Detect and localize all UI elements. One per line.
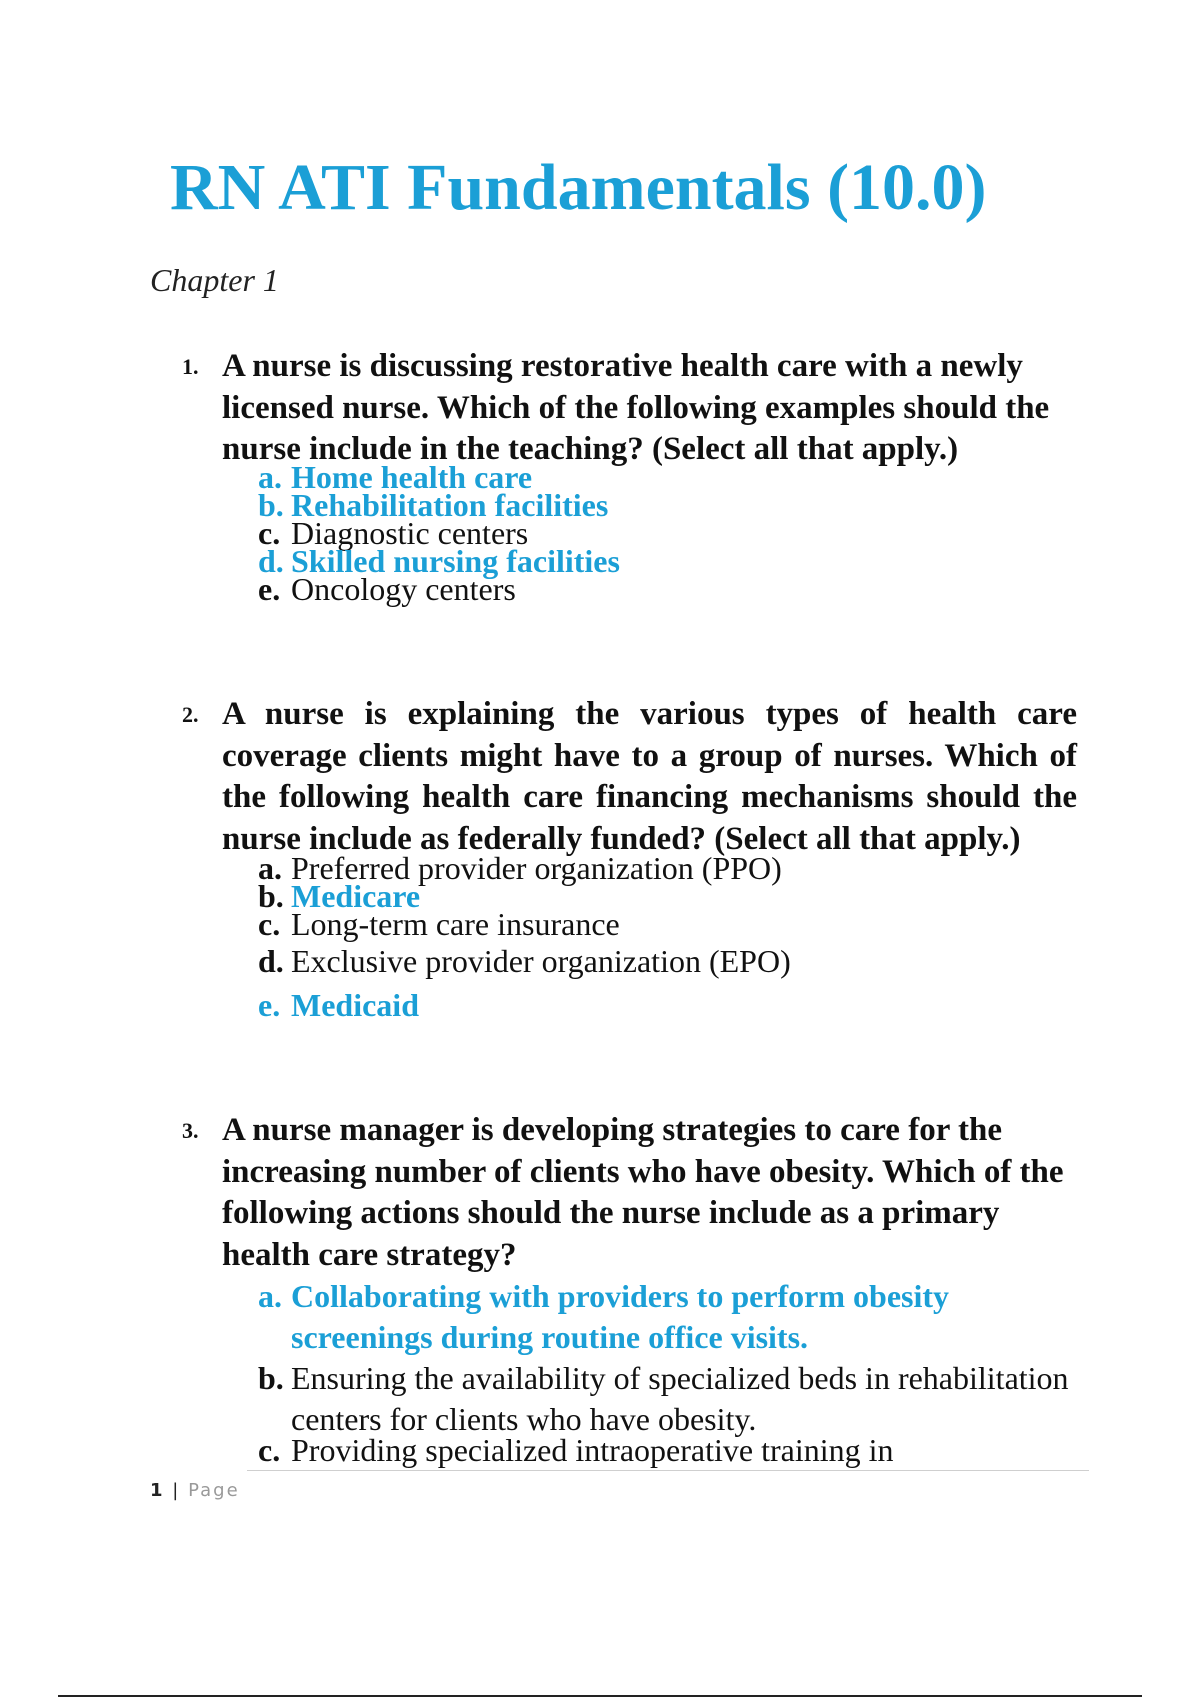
- chapter-heading: Chapter 1: [150, 262, 279, 298]
- question-number: 1.: [182, 354, 199, 379]
- option-text: Providing specialized intraoperative training in: [291, 1432, 894, 1468]
- page-separator: |: [172, 1480, 181, 1501]
- option-text: Preferred provider organization (PPO): [291, 850, 782, 886]
- option-text: Long-term care insurance: [291, 906, 620, 942]
- answer-option-c: [258, 906, 1077, 942]
- option-letter: b.: [258, 1360, 284, 1396]
- option-text: Skilled nursing facilities: [291, 542, 620, 579]
- answer-option-e: [258, 570, 1077, 607]
- option-text: Exclusive provider organization (EPO): [291, 943, 791, 979]
- document-title: RN ATI Fundamentals (10.0): [170, 151, 987, 224]
- option-letter: b.: [258, 486, 284, 523]
- option-letter: e.: [258, 570, 281, 607]
- option-text: Oncology centers: [291, 570, 516, 607]
- page-label: Page: [188, 1480, 240, 1501]
- answer-options: [258, 1276, 1077, 1468]
- question-text: A nurse is explaining the various types of health care coverage clients might have to a group of nurses. Which of the following health care financing mechanisms should the nurse include as federally funded? (Select all that apply.): [222, 696, 1077, 857]
- answer-option-c: [258, 1432, 1077, 1468]
- answer-option-e: [258, 984, 1077, 1026]
- footer-divider: [247, 1470, 1089, 1471]
- answer-options: [258, 458, 1077, 607]
- answer-option-b: [258, 1358, 1077, 1440]
- option-letter: b.: [258, 878, 284, 914]
- question-1: [182, 346, 1077, 607]
- option-text: Medicare: [291, 878, 421, 914]
- question-2: [182, 694, 1077, 1026]
- question-number: 3.: [182, 1118, 199, 1143]
- question-3: [182, 1110, 1077, 1468]
- option-letter: d.: [258, 943, 284, 979]
- option-letter: c.: [258, 906, 281, 942]
- question-number: 2.: [182, 702, 199, 727]
- option-letter: d.: [258, 542, 284, 579]
- option-letter: a.: [258, 458, 282, 495]
- option-text: Diagnostic centers: [291, 514, 529, 551]
- option-letter: e.: [258, 987, 281, 1023]
- option-text: Medicaid: [291, 987, 419, 1023]
- answer-option-a: [258, 1276, 1077, 1358]
- option-letter: a.: [258, 850, 282, 886]
- page-number: 1: [150, 1480, 165, 1501]
- option-letter: a.: [258, 1278, 282, 1314]
- page-bottom-divider: [58, 1695, 1142, 1697]
- option-letter: c.: [258, 1432, 281, 1468]
- question-text: A nurse manager is developing strategies to care for the increasing number of clients who have obesity. Which of the following actions should the nurse include as a primary health care strategy?: [222, 1112, 1064, 1273]
- answer-options: [258, 850, 1077, 1026]
- question-text: A nurse is discussing restorative health care with a newly licensed nurse. Which of the following examples should the nurse include in the teaching? (Select all that apply.): [222, 348, 1050, 467]
- answer-option-d: [258, 940, 1077, 982]
- option-text: Home health care: [291, 458, 533, 495]
- option-text: Ensuring the availability of specialized beds in rehabilitation centers for clients who have obesity.: [291, 1360, 1069, 1437]
- option-letter: c.: [258, 514, 281, 551]
- option-text: Rehabilitation facilities: [291, 486, 609, 523]
- page-footer: [150, 1480, 240, 1501]
- option-text: Collaborating with providers to perform obesity screenings during routine office visits.: [291, 1278, 950, 1355]
